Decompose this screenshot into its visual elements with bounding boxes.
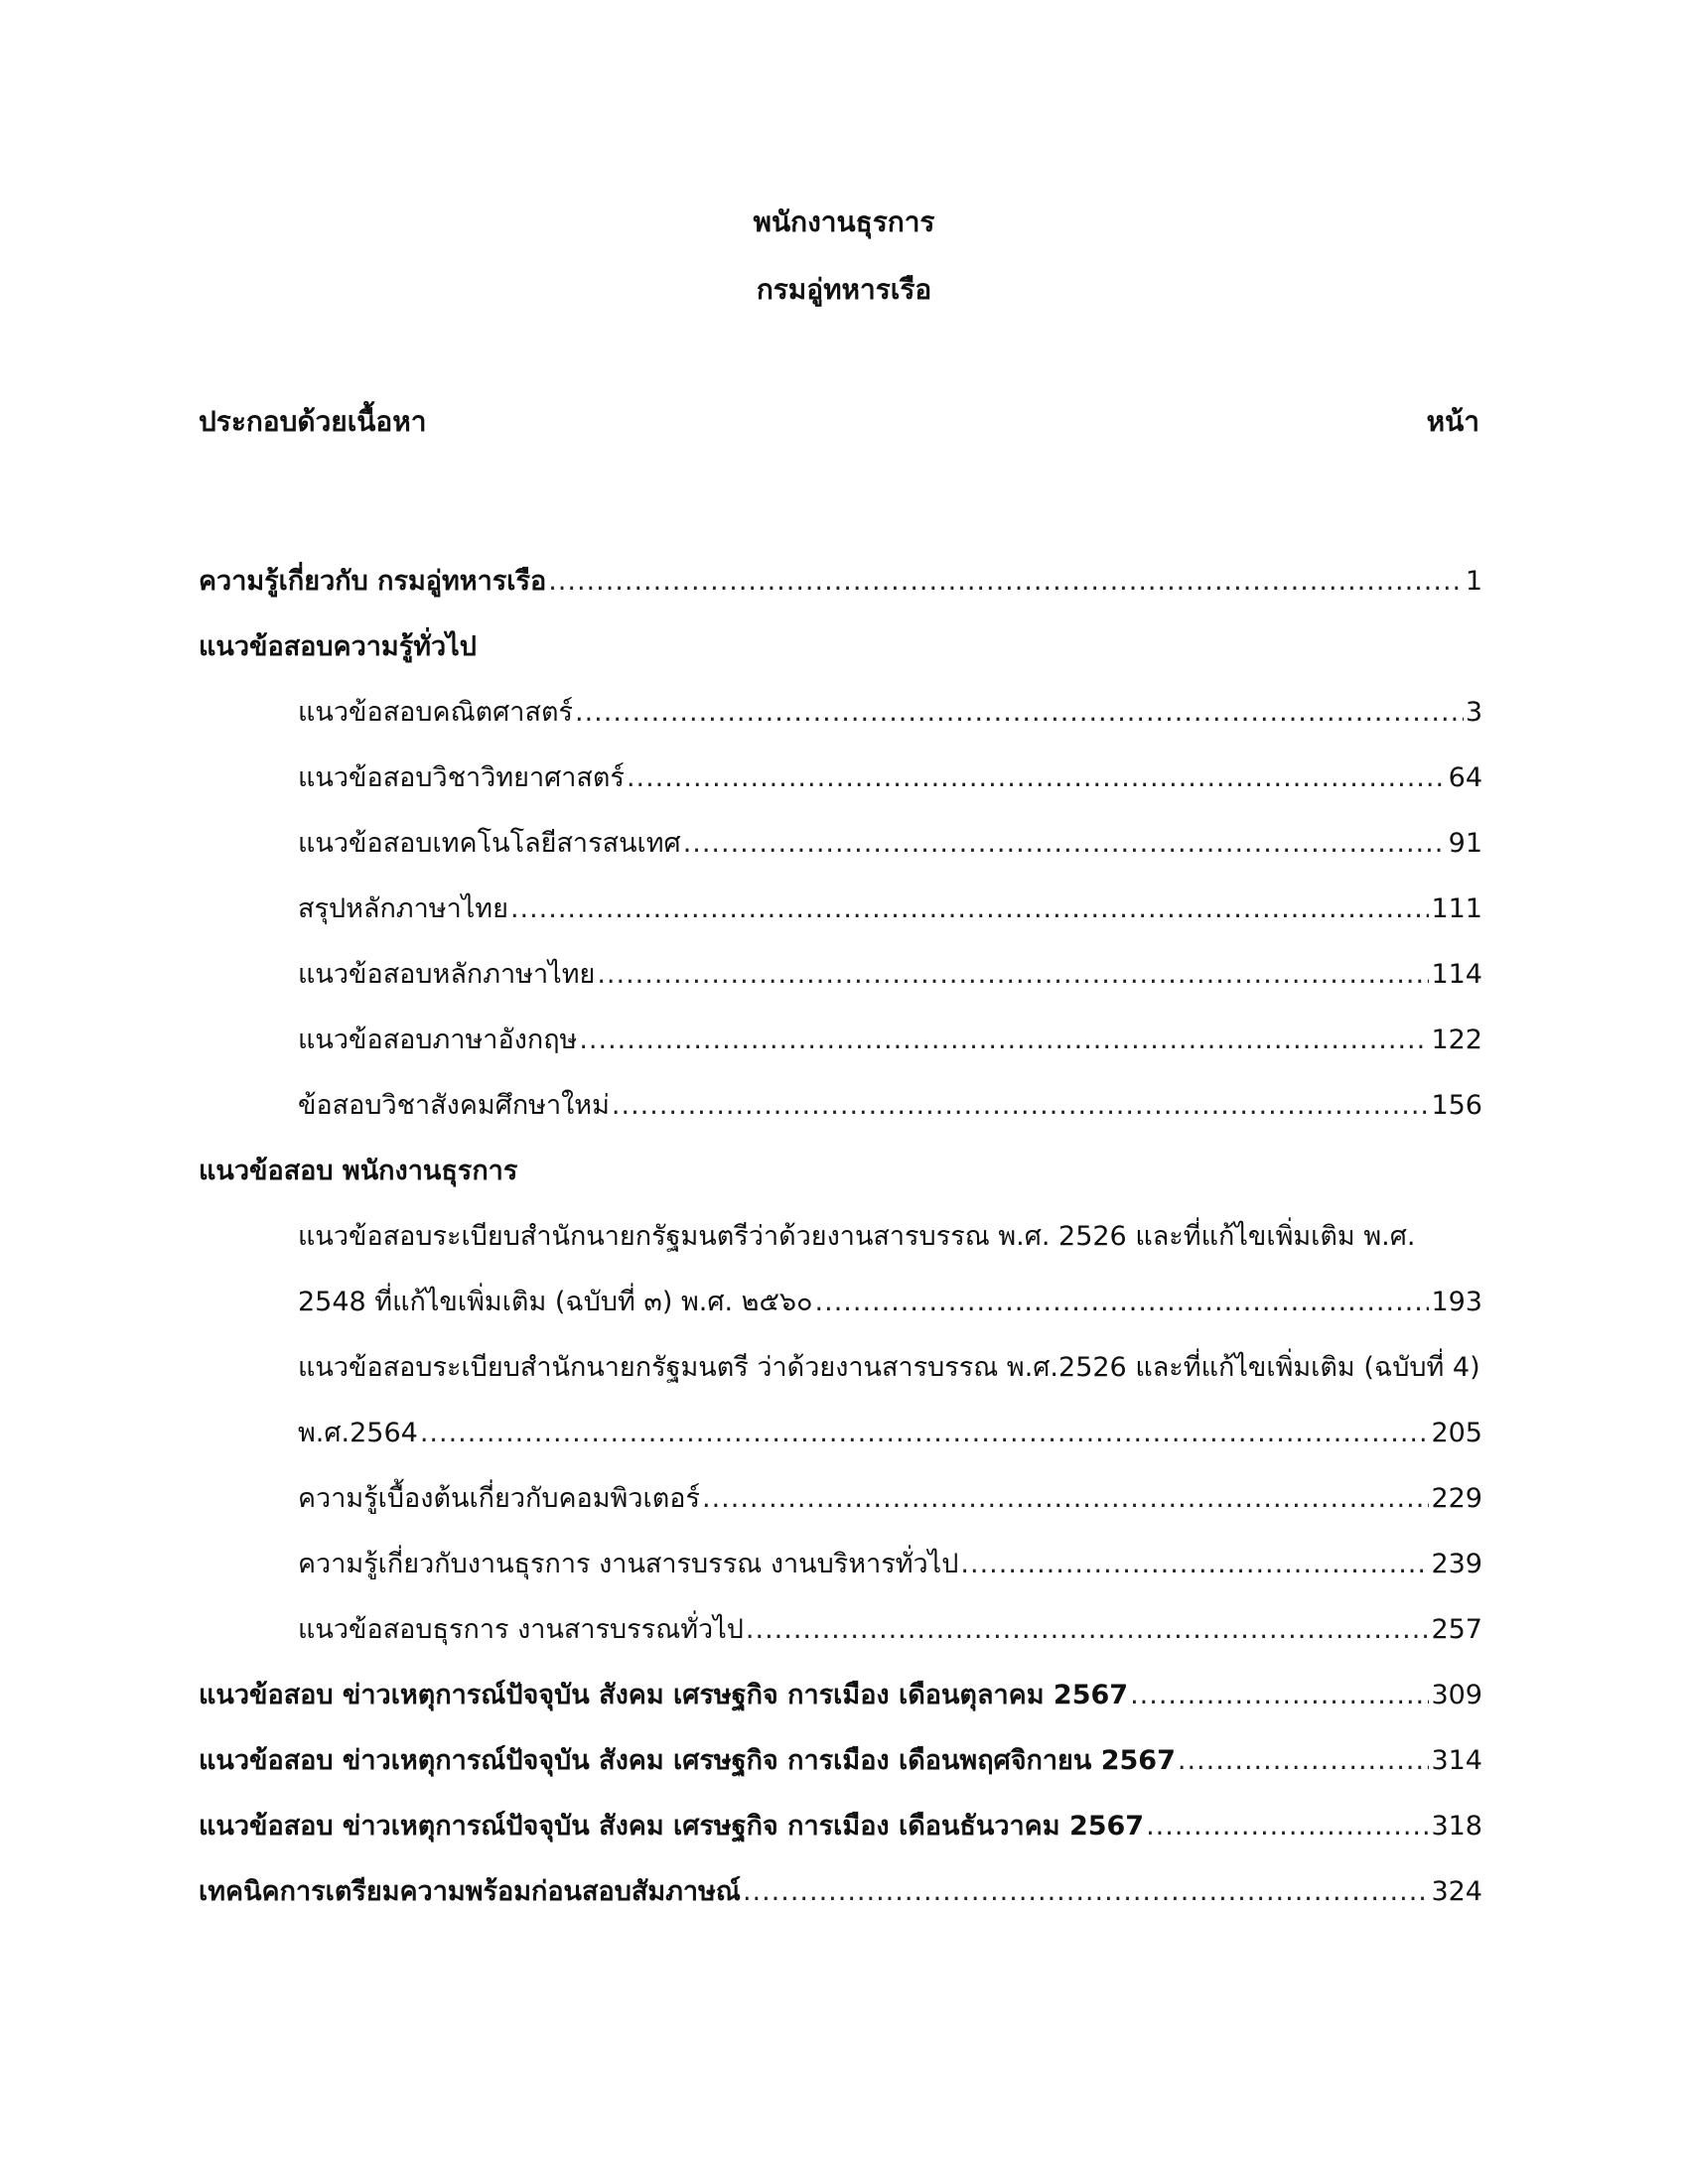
toc-entry-page-number: 229	[1431, 1483, 1482, 1514]
toc-entry	[199, 929, 1482, 995]
toc-entry-label: แนวข้อสอบเทคโนโลยีสารสนเทศ	[298, 828, 681, 859]
toc-dot-leader	[627, 758, 1447, 798]
toc-entry-page-number: 309	[1431, 1680, 1482, 1710]
toc-dot-leader	[815, 1283, 1430, 1322]
toc-entry	[199, 1781, 1482, 1846]
toc-entry-label: แนวข้อสอบระเบียบสำนักนายกรัฐมนตรี ว่าด้วยงานสารบรรณ พ.ศ.2526 และที่แก้ไขเพิ่มเติม (ฉบับที่ 4)	[298, 1352, 1480, 1383]
toc-entry-label: แนวข้อสอบ ข่าวเหตุการณ์ปัจจุบัน สังคม เศรษฐกิจ การเมือง เดือนพฤศจิกายน 2567	[199, 1745, 1176, 1776]
toc-entry	[199, 1584, 1482, 1650]
toc-entry	[199, 995, 1482, 1060]
toc-entry-label: ความรู้เกี่ยวกับ กรมอู่ทหารเรือ	[199, 566, 547, 597]
toc-entry-label: แนวข้อสอบความรู้ทั่วไป	[199, 631, 477, 662]
toc-dot-leader	[597, 955, 1429, 995]
toc-entry-label: แนวข้อสอบภาษาอังกฤษ	[298, 1024, 578, 1055]
toc-entry-page-number: 324	[1431, 1876, 1482, 1907]
toc-entry	[199, 1060, 1482, 1126]
toc-entry	[199, 1126, 1482, 1191]
toc-entry-page-number: 318	[1431, 1811, 1482, 1842]
toc-entry	[199, 536, 1482, 602]
toc-entry-label: ข้อสอบวิชาสังคมศึกษาใหม่	[298, 1090, 610, 1121]
toc-dot-leader	[510, 889, 1430, 929]
toc-entry-label: แนวข้อสอบหลักภาษาไทย	[298, 959, 596, 990]
toc-entry-page-number: 205	[1431, 1418, 1482, 1448]
toc-entry-label: แนวข้อสอบ ข่าวเหตุการณ์ปัจจุบัน สังคม เศรษฐกิจ การเมือง เดือนธันวาคม 2567	[199, 1811, 1145, 1842]
toc-entry	[199, 1257, 1482, 1322]
toc-entry	[199, 1453, 1482, 1519]
toc-entry-label: แนวข้อสอบวิชาวิทยาศาสตร์	[298, 762, 625, 793]
document-title: พนักงานธุรการ	[753, 205, 935, 238]
toc-entry	[199, 1519, 1482, 1584]
contents-heading: ประกอบด้วยเนื้อหา	[199, 405, 427, 438]
toc-entry-page-number: 114	[1431, 959, 1482, 990]
toc-entry	[199, 1715, 1482, 1781]
toc-entry-label: แนวข้อสอบธุรการ งานสารบรรณทั่วไป	[298, 1614, 744, 1645]
toc-entry-page-number: 111	[1431, 893, 1482, 924]
toc-dot-leader	[683, 824, 1447, 864]
toc-entry-label: พ.ศ.2564	[298, 1418, 418, 1448]
toc-entry	[199, 1846, 1482, 1912]
toc-entry-page-number: 314	[1431, 1745, 1482, 1776]
toc-dot-leader	[1146, 1807, 1429, 1846]
toc-dot-leader	[575, 693, 1464, 733]
toc-entry-page-number: 91	[1448, 828, 1482, 859]
toc-dot-leader	[960, 1545, 1429, 1584]
toc-entry-label: แนวข้อสอบ ข่าวเหตุการณ์ปัจจุบัน สังคม เศรษฐกิจ การเมือง เดือนตุลาคม 2567	[199, 1680, 1129, 1710]
toc-entry-page-number: 3	[1465, 697, 1482, 728]
toc-entry-label: 2548 ที่แก้ไขเพิ่มเติม (ฉบับที่ ๓) พ.ศ. ๒๕๖๐	[298, 1287, 813, 1317]
page-column-heading: หน้า	[1426, 405, 1479, 438]
toc-entry-label: ความรู้เกี่ยวกับงานธุรการ งานสารบรรณ งานบริหารทั่วไป	[298, 1549, 959, 1579]
toc-dot-leader	[1178, 1741, 1430, 1781]
toc-entry-label: เทคนิคการเตรียมความพร้อมก่อนสอบสัมภาษณ์	[199, 1876, 741, 1907]
toc-dot-leader	[420, 1414, 1430, 1453]
toc-entry	[199, 667, 1482, 733]
toc-dot-leader	[702, 1479, 1429, 1519]
toc-entry	[199, 1650, 1482, 1715]
toc-entry	[199, 1191, 1482, 1257]
toc-entry-page-number: 156	[1431, 1090, 1482, 1121]
toc-entry-label: แนวข้อสอบ พนักงานธุรการ	[199, 1156, 518, 1186]
toc-entry	[199, 733, 1482, 798]
toc-entry-page-number: 193	[1431, 1287, 1482, 1317]
toc-entry	[199, 864, 1482, 929]
document-subtitle: กรมอู่ทหารเรือ	[756, 273, 932, 306]
table-of-contents	[199, 536, 1482, 1912]
toc-header	[199, 402, 1479, 442]
toc-dot-leader	[579, 1021, 1429, 1060]
toc-entry-label: แนวข้อสอบคณิตศาสตร์	[298, 697, 573, 728]
toc-entry-label: แนวข้อสอบระเบียบสำนักนายกรัฐมนตรีว่าด้วยงานสารบรรณ พ.ศ. 2526 และที่แก้ไขเพิ่มเติม พ.ศ.	[298, 1221, 1416, 1252]
toc-dot-leader	[612, 1086, 1430, 1126]
toc-dot-leader	[746, 1610, 1430, 1650]
toc-entry	[199, 1322, 1482, 1388]
toc-entry	[199, 602, 1482, 667]
toc-entry-page-number: 64	[1448, 762, 1482, 793]
toc-entry-page-number: 1	[1465, 566, 1482, 597]
toc-entry-page-number: 257	[1431, 1614, 1482, 1645]
toc-dot-leader	[1130, 1676, 1429, 1715]
toc-entry-label: สรุปหลักภาษาไทย	[298, 893, 508, 924]
toc-entry-page-number: 122	[1431, 1024, 1482, 1055]
toc-entry	[199, 798, 1482, 864]
toc-entry-label: ความรู้เบื้องต้นเกี่ยวกับคอมพิวเตอร์	[298, 1483, 700, 1514]
toc-entry-page-number: 239	[1431, 1549, 1482, 1579]
toc-entry	[199, 1388, 1482, 1453]
toc-dot-leader	[548, 562, 1464, 602]
toc-dot-leader	[743, 1872, 1430, 1912]
